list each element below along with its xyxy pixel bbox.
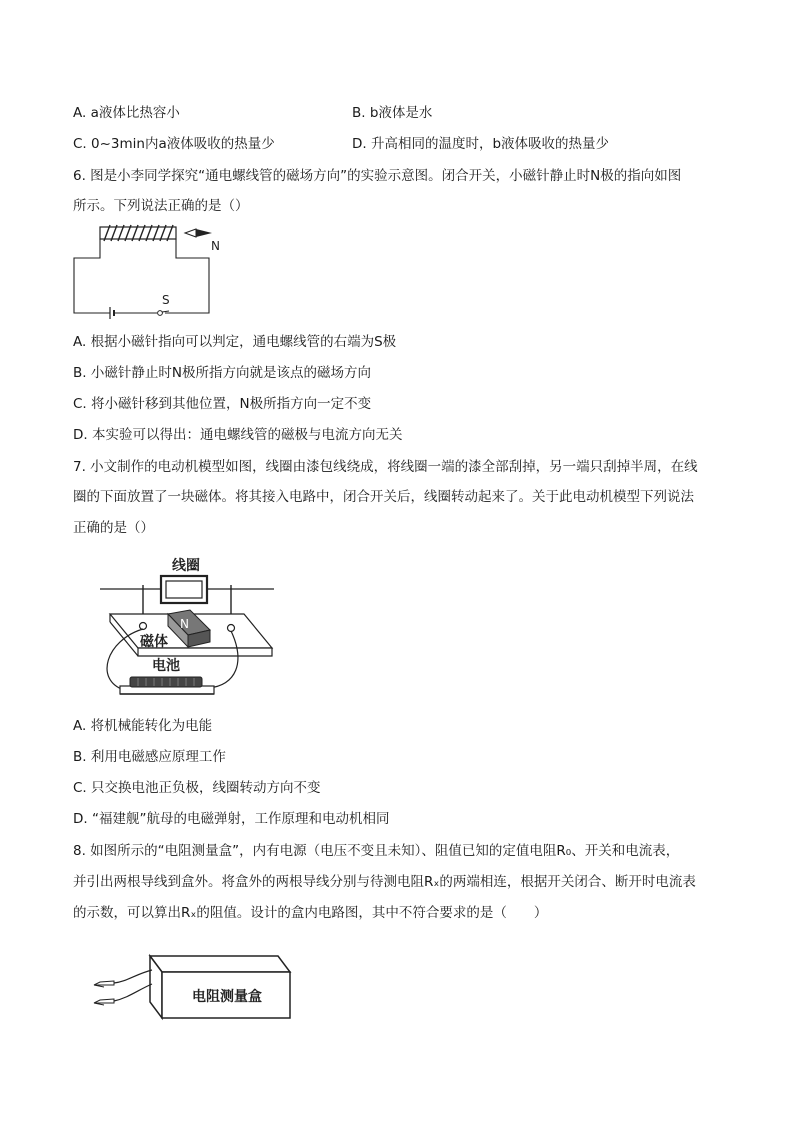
q8-stem-line1: 8. 如图所示的“电阻测量盒”，内有电源（电压不变且未知）、阻值已知的定值电阻R₀、开关和电流表， [73, 843, 680, 859]
coil-label: 线圈 [172, 558, 200, 574]
left-terminal [140, 623, 147, 630]
q7-option-c: C. 只交换电池正负极，线圈转动方向不变 [73, 780, 321, 796]
q5-option-d: D. 升高相同的温度时，b液体吸收的热量少 [352, 136, 610, 152]
compass-needle-n-half [196, 229, 212, 237]
coil-frame [161, 576, 207, 603]
q6-stem-line2: 所示。下列说法正确的是（） [73, 198, 249, 214]
magnet-label: 磁体 [140, 634, 168, 650]
q6-option-d: D. 本实验可以得出：通电螺线管的磁极与电流方向无关 [73, 427, 403, 443]
battery-cell [130, 677, 202, 687]
q7-stem-line2: 圈的下面放置了一块磁体。将其接入电路中，闭合开关后，线圈转动起来了。关于此电动机模型下列说法 [73, 489, 694, 505]
lead-wire-2 [114, 984, 152, 1001]
box-label: 电阻测量盒 [192, 989, 262, 1005]
motor-model-figure [96, 552, 278, 704]
alligator-clip-2 [94, 999, 114, 1005]
q8-stem-line3: 的示数，可以算出Rₓ的阻值。设计的盒内电路图，其中不符合要求的是（ ） [73, 905, 548, 921]
q7-option-a: A. 将机械能转化为电能 [73, 718, 213, 734]
solenoid-circuit-figure [72, 222, 232, 320]
q7-stem-line3: 正确的是（） [73, 520, 154, 536]
switch-s-label: S [162, 293, 170, 307]
q6-stem-line1: 6. 图是小李同学探究“通电螺线管的磁场方向”的实验示意图。闭合开关，小磁针静止时N极的指向如图 [73, 168, 682, 184]
q6-option-a: A. 根据小磁针指向可以判定，通电螺线管的右端为S极 [73, 334, 397, 350]
q6-option-b: B. 小磁针静止时N极所指方向就是该点的磁场方向 [73, 365, 371, 381]
switch-contact [158, 311, 163, 316]
resistance-box-figure [92, 952, 302, 1024]
magnet-n-label: N [180, 617, 189, 631]
circuit-wire-right [165, 239, 209, 313]
compass-needle-s-half [185, 229, 196, 237]
circuit-wire-left [74, 239, 110, 313]
q5-option-b: B. b液体是水 [352, 105, 433, 121]
needle-n-label: N [211, 239, 220, 253]
q7-option-d: D. “福建舰”航母的电磁弹射，工作原理和电动机相同 [73, 811, 390, 827]
q5-option-c: C. 0~3min内a液体吸收的热量少 [73, 136, 275, 152]
battery-label: 电池 [152, 658, 180, 674]
q7-stem-line1: 7. 小文制作的电动机模型如图，线圈由漆包线绕成，将线圈一端的漆全部刮掉，另一端只刮掉半周，在线 [73, 459, 698, 475]
q5-option-a: A. a液体比热容小 [73, 105, 180, 121]
right-terminal [228, 625, 235, 632]
alligator-clip-1 [94, 981, 114, 987]
q8-stem-line2: 并引出两根导线到盒外。将盒外的两根导线分别与待测电阻Rₓ的两端相连，根据开关闭合、断开时电流表 [73, 874, 696, 890]
q7-option-b: B. 利用电磁感应原理工作 [73, 749, 226, 765]
q6-option-c: C. 将小磁针移到其他位置，N极所指方向一定不变 [73, 396, 372, 412]
switch-lever [162, 311, 169, 312]
box-top [150, 956, 290, 972]
lead-wire-1 [114, 970, 152, 983]
